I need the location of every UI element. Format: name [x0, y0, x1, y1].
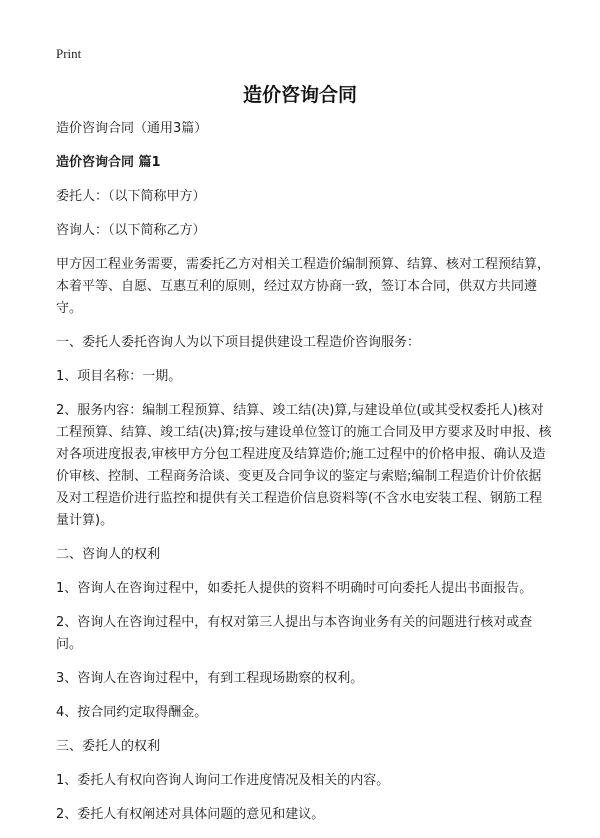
- paragraph-project-name: 1、项目名称：一期。: [56, 369, 182, 384]
- paragraph-client-right-2: 2、委托人有权阐述对具体问题的意见和建议。: [56, 807, 325, 822]
- paragraph-service-content: 2、服务内容：编制工程预算、结算、竣工结(决)算,与建设单位(或其受权委托人)核对工程预算、结算、竣工结(决)算;按与建设单位签订的施工合同及甲方要求及时申报、核对各项进度报表,审核甲方分包工程进度及结算造价;施工过程中的价格申报、确认及造价审核、控制、工程商务洽谈、变更及合同争议的鉴定与索赔;编制工程造价计价依据及对工程造价进行监控和提供有关工程造价信息资料等(不含水电安装工程、钢筋工程量计算)。: [56, 403, 552, 528]
- paragraph-consultant-right-3: 3、咨询人在咨询过程中，有到工程现场勘察的权利。: [56, 671, 364, 686]
- paragraph-consultant-right-4: 4、按合同约定取得酬金。: [56, 705, 208, 720]
- paragraph-consultant: 咨询人：（以下简称乙方）: [56, 223, 206, 238]
- heading-client-rights: 三、委托人的权利: [56, 739, 161, 754]
- heading-consultant-rights: 二、咨询人的权利: [56, 547, 161, 562]
- section-title: 造价咨询合同 篇1: [56, 155, 161, 170]
- paragraph-intro: 甲方因工程业务需要，需委托乙方对相关工程造价编制预算、结算、核对工程预结算，本着平等、自愿、互惠互利的原则，经过双方协商一致，签订本合同，供双方共同遵守。: [56, 257, 551, 316]
- document-body: [56, 118, 552, 838]
- paragraph-consultant-right-1: 1、咨询人在咨询过程中，如委托人提供的资料不明确时可向委托人提出书面报告。: [56, 581, 533, 596]
- heading-scope: 一、委托人委托咨询人为以下项目提供建设工程造价咨询服务：: [56, 335, 421, 350]
- paragraph-client: 委托人：（以下简称甲方）: [56, 189, 206, 204]
- document-subtitle: 造价咨询合同（通用3篇）: [56, 121, 208, 136]
- paragraph-client-right-1: 1、委托人有权向咨询人询问工作进度情况及相关的内容。: [56, 773, 390, 788]
- print-link[interactable]: Print: [56, 46, 82, 61]
- paragraph-consultant-right-2: 2、咨询人在咨询过程中，有权对第三人提出与本咨询业务有关的问题进行核对或查问。: [56, 615, 533, 652]
- document-title: 造价咨询合同: [242, 84, 357, 106]
